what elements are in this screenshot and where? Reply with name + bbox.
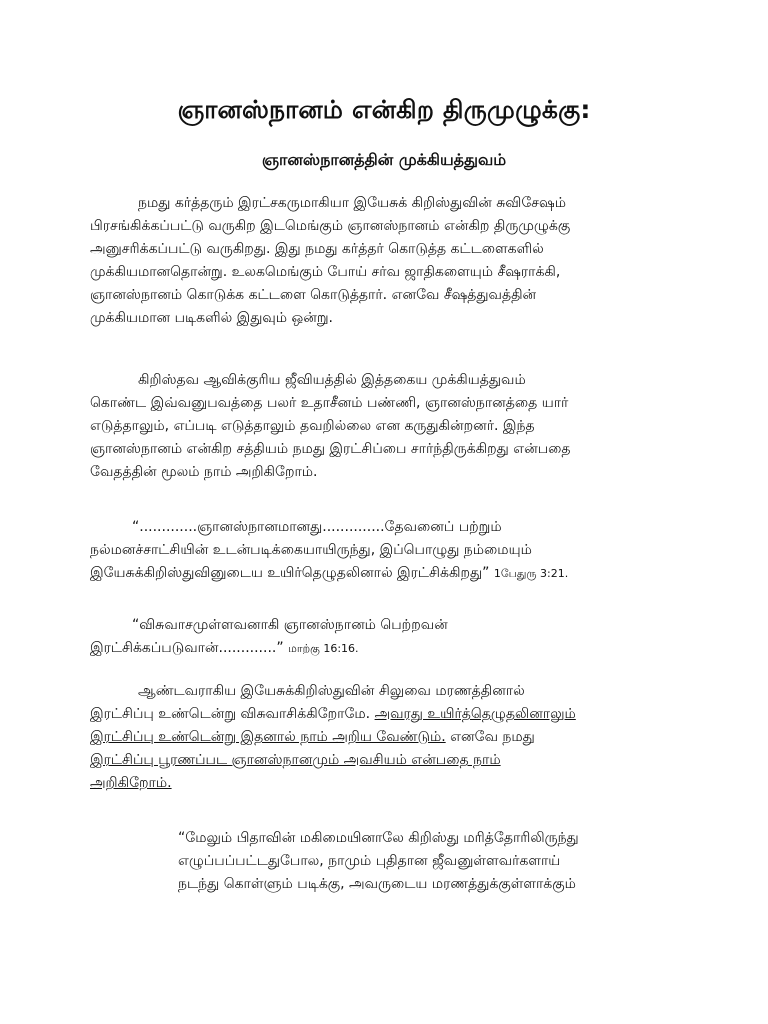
paragraph-line — [90, 726, 676, 749]
paragraph-line: ஞானஸ்நானம் என்கிற சத்தியம் நமது இரட்சிப்பை சார்ந்திருக்கிறது என்பதை — [90, 441, 571, 457]
paragraph-line: கொண்ட இவ்வனுபவத்தை பலர் உதாசீனம் பண்ணி, ஞானஸ்நானத்தை யார் — [90, 395, 569, 411]
quote-line: நடந்து கொள்ளும் படிக்கு, அவருடைய மரணத்துக்குள்ளாக்கும் — [178, 876, 576, 892]
paragraph-line: முக்கியமான படிகளில் இதுவும் ஒன்று. — [90, 310, 333, 326]
paragraph-line: நமது கர்த்தரும் இரட்சகருமாகியா இயேசுக் கிறிஸ்துவின் சுவிசேஷம் — [138, 195, 566, 211]
scripture-quote-2 — [90, 614, 676, 660]
paragraph-line: ஆண்டவராகிய இயேசுக்கிறிஸ்துவின் சிலுவை மரணத்தினால் — [138, 683, 525, 699]
scripture-quote-1 — [90, 516, 676, 585]
underlined-line: அறிகிறோம். — [90, 775, 172, 791]
paragraph-line: பிரசங்கிக்கப்பட்டு வருகிற இடமெங்கும் ஞானஸ்நானம் என்கிற திருமுழுக்கு — [90, 218, 571, 234]
paragraph-line: முக்கியமானதொன்று. உலகமெங்கும் போய் சர்வ ஜாதிகளையும் சீஷராக்கி, — [90, 264, 561, 280]
paragraph-line: அனுசரிக்கப்பட்டு வருகிறது. இது நமது கர்த்தர் கொடுத்த கட்டளைகளில் — [90, 241, 544, 257]
scripture-reference: மாற்கு 16:16. — [288, 642, 359, 655]
quote-text: இரட்சிக்கப்படுவான்.............” — [90, 640, 284, 656]
quote-line: “விசுவாசமுள்ளவனாகி ஞானஸ்நானம் பெற்றவன் — [132, 617, 448, 633]
paragraph-2 — [90, 369, 676, 484]
paragraph-5 — [90, 680, 676, 795]
paragraph-line: ஞானஸ்நானம் கொடுக்க கட்டளை கொடுத்தார். எனவே சீஷத்துவத்தின் — [90, 287, 537, 303]
quote-line-with-reference — [90, 637, 676, 660]
quote-line: “.............ஞானஸ்நானமானது..............தேவனைப் பற்றும் — [132, 519, 502, 535]
document-title: ஞானஸ்நானம் என்கிற திருமுழுக்கு: — [177, 95, 591, 124]
scripture-quote-3 — [178, 827, 678, 896]
plain-text: எனவே நமது — [450, 729, 535, 745]
scripture-reference: 1பேதுரு 3:21. — [493, 567, 569, 580]
paragraph-1 — [90, 192, 676, 330]
quote-text: இயேசுக்கிறிஸ்துவினுடைய உயிர்தெழுதலினால் இரட்சிக்கிறது” — [90, 565, 490, 581]
quote-line: “மேலும் பிதாவின் மகிமையினாலே கிறிஸ்து மரித்தோரிலிருந்து — [178, 830, 579, 846]
underlined-line: இரட்சிப்பு பூரணப்பட ஞானஸ்நானமும் அவசியம் என்பதை நாம் — [90, 752, 501, 768]
paragraph-line: கிறிஸ்தவ ஆவிக்குரிய ஜீவியத்தில் இத்தகைய முக்கியத்துவம் — [138, 372, 526, 388]
underlined-text: அவரது உயிர்த்தெழுதலினாலும் — [374, 706, 576, 722]
quote-line: எழுப்பப்பட்டதுபோல, நாமும் புதிதான ஜீவனுள்ளவர்களாய் — [178, 853, 561, 869]
paragraph-line: வேதத்தின் மூலம் நாம் அறிகிறோம். — [90, 464, 318, 480]
plain-text: இரட்சிப்பு உண்டென்று விசுவாசிக்கிறோமே. — [90, 706, 371, 722]
underlined-text: இரட்சிப்பு உண்டென்று இதனால் நாம் அறிய வேண்டும். — [90, 729, 446, 745]
document-subtitle: ஞானஸ்நானத்தின் முக்கியத்துவம் — [261, 150, 507, 169]
paragraph-line — [90, 703, 676, 726]
quote-line-with-reference — [90, 562, 676, 585]
paragraph-line: எடுத்தாலும், எப்படி எடுத்தாலும் தவறில்லை என கருதுகின்றனர். இந்த — [90, 418, 535, 434]
quote-line: நல்மனச்சாட்சியின் உடன்படிக்கையாயிருந்து, இப்பொழுது நம்மையும் — [90, 542, 532, 558]
